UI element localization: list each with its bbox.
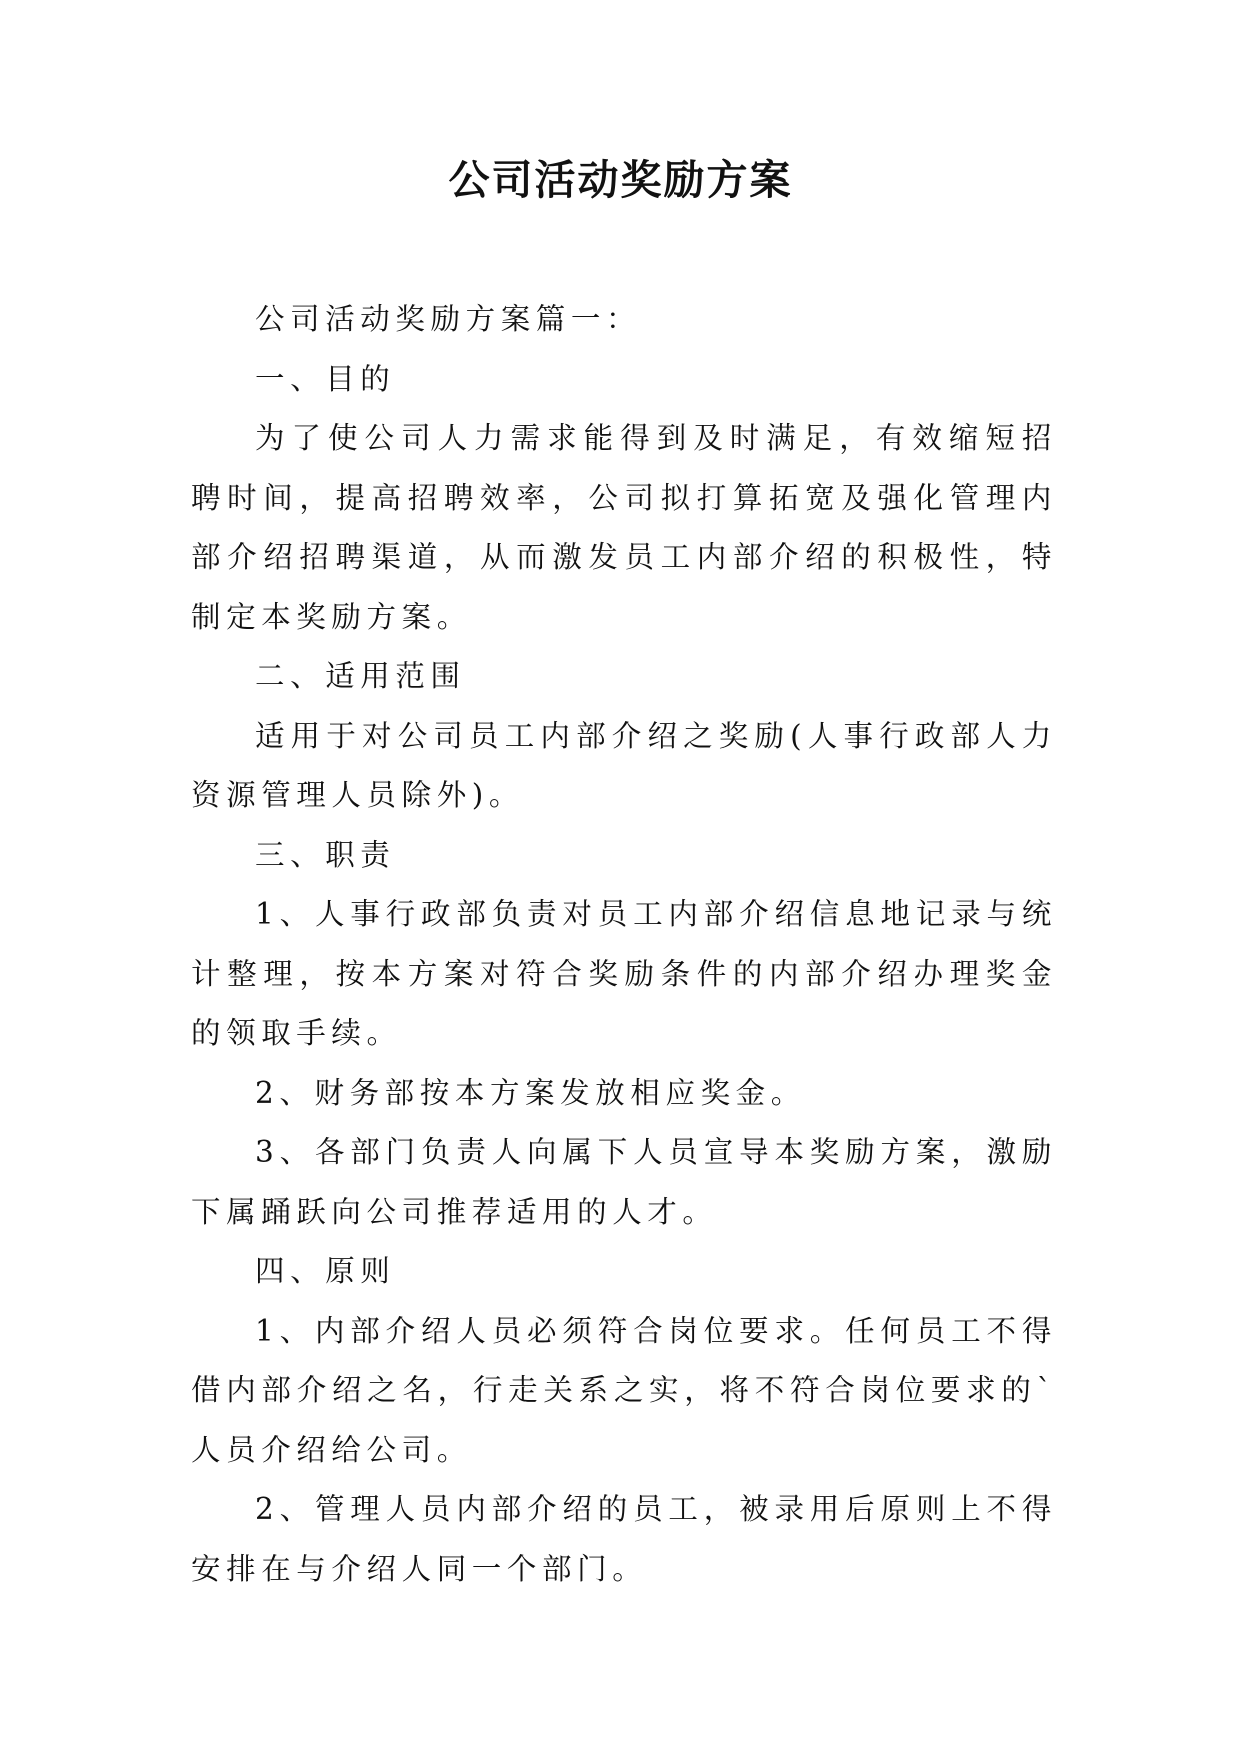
paragraph-responsibility-2: 2、财务部按本方案发放相应奖金。 <box>255 1075 806 1110</box>
paragraph-principle-1: 1、内部介绍人员必须符合岗位要求。任何员工不得借内部介绍之名，行走关系之实，将不符合岗位要求的`人员介绍给公司。 <box>191 1313 1057 1467</box>
section-intro: 公司活动奖励方案篇一： <box>255 302 642 336</box>
heading-purpose: 一、目的 <box>255 361 396 396</box>
paragraph-responsibility-1: 1、人事行政部负责对员工内部介绍信息地记录与统计整理，按本方案对符合奖励条件的内部介绍办理奖金的领取手续。 <box>191 897 1057 1050</box>
document-body <box>191 290 1057 1599</box>
heading-principles: 四、原则 <box>255 1254 396 1288</box>
paragraph-scope: 适用于对公司员工内部介绍之奖励(人事行政部人力资源管理人员除外)。 <box>191 718 1057 812</box>
heading-responsibilities: 三、职责 <box>255 837 396 872</box>
paragraph-purpose: 为了使公司人力需求能得到及时满足，有效缩短招聘时间，提高招聘效率，公司拟打算拓宽及强化管理内部介绍招聘渠道，从而激发员工内部介绍的积极性，特制定本奖励方案。 <box>191 421 1057 634</box>
heading-scope: 二、适用范围 <box>255 659 466 693</box>
document-title: 公司活动奖励方案 <box>448 156 793 204</box>
paragraph-principle-2: 2、管理人员内部介绍的员工，被录用后原则上不得安排在与介绍人同一个部门。 <box>191 1492 1057 1586</box>
paragraph-responsibility-3: 3、各部门负责人向属下人员宣导本奖励方案，激励下属踊跃向公司推荐适用的人才。 <box>191 1135 1057 1229</box>
